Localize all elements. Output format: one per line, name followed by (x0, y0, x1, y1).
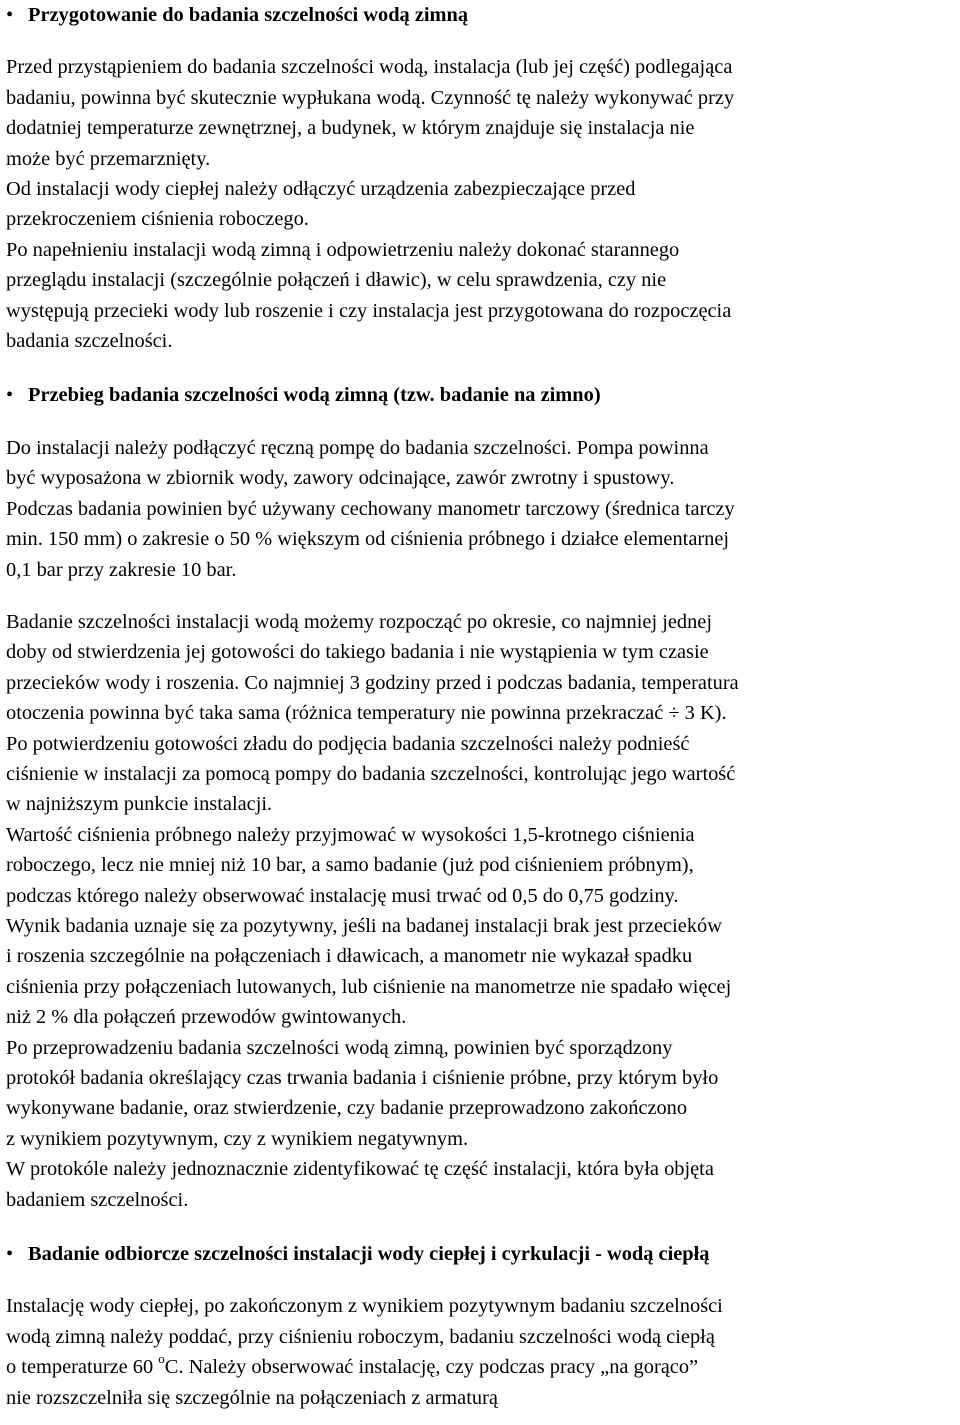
text-line: dodatniej temperaturze zewnętrznej, a budynek, w którym znajduje się instalacja nie (6, 117, 695, 140)
section-heading (6, 380, 956, 410)
text-line: Do instalacji należy podłączyć ręczną pompę do badania szczelności. Pompa powinna (6, 436, 709, 459)
text-line: 0,1 bar przy zakresie 10 bar. (6, 558, 237, 581)
section-title: Przygotowanie do badania szczelności wodą zimną (28, 4, 469, 26)
temperature-suffix: C. Należy obserwować instalację, czy podczas pracy „na gorąco” (164, 1356, 699, 1379)
text-line: ciśnienia przy połączeniach lutowanych, lub ciśnienie na manometrze nie spadało więcej (6, 975, 732, 998)
text-line (6, 1352, 956, 1382)
text-line: Przed przystąpieniem do badania szczelności wodą, instalacja (lub jej część) podlegająca (6, 56, 733, 79)
text-line: z wynikiem pozytywnym, czy z wynikiem negatywnym. (6, 1127, 469, 1150)
text-line: przecieków wody i roszenia. Co najmniej 3 godziny przed i podczas badania, temperatura (6, 671, 739, 694)
text-line: Wartość ciśnienia próbnego należy przyjmować w wysokości 1,5-krotnego ciśnienia (6, 823, 695, 846)
text-line: Po napełnieniu instalacji wodą zimną i odpowietrzeniu należy dokonać starannego (6, 238, 680, 261)
text-line: Podczas badania powinien być używany cechowany manometr tarczowy (średnica tarczy (6, 497, 735, 520)
text-line: badaniu, powinna być skutecznie wypłukana wodą. Czynność tę należy wykonywać przy (6, 86, 735, 109)
text-line: min. 150 mm) o zakresie o 50 % większym od ciśnienia próbnego i działce elementarnej (6, 528, 730, 551)
bullet-marker: • (6, 1243, 14, 1266)
temperature-prefix: o temperaturze 60 (6, 1356, 159, 1379)
section-heading (6, 1239, 956, 1269)
text-line: badaniem szczelności. (6, 1188, 189, 1211)
bullet-marker: • (6, 4, 14, 26)
text-line: protokół badania określający czas trwania badania i ciśnienie próbne, przy którym było (6, 1067, 719, 1089)
text-line: przekroczeniem ciśnienia roboczego. (6, 208, 309, 231)
text-line: ciśnienie w instalacji za pomocą pompy do badania szczelności, kontrolując jego wartość (6, 762, 736, 785)
text-line: podczas którego należy obserwować instalację musi trwać od 0,5 do 0,75 godziny. (6, 884, 679, 907)
text-line: W protokóle należy jednoznacznie zidentyfikować tę część instalacji, która była objęta (6, 1158, 714, 1181)
text-line: przeglądu instalacji (szczególnie połączeń i dławic), w celu sprawdzenia, czy nie (6, 269, 667, 292)
text-line: Od instalacji wody ciepłej należy odłączyć urządzenia zabezpieczające przed (6, 178, 636, 201)
text-line: Instalację wody ciepłej, po zakończonym z wynikiem pozytywnym badaniu szczelności (6, 1295, 723, 1318)
text-line: Wynik badania uznaje się za pozytywny, jeśli na badanej instalacji brak jest przecieków (6, 914, 722, 937)
text-line: Po potwierdzeniu gotowości zładu do podjęcia badania szczelności należy podnieść (6, 732, 690, 755)
text-line: wodą zimną należy poddać, przy ciśnieniu roboczym, badaniu szczelności wodą ciepłą (6, 1325, 715, 1348)
text-line: badania szczelności. (6, 330, 173, 353)
text-line: wykonywane badanie, oraz stwierdzenie, czy badanie przeprowadzono zakończono (6, 1097, 688, 1120)
degree-superscript: o (158, 1351, 165, 1367)
text-line: Badanie szczelności instalacji wodą możemy rozpocząć po okresie, co najmniej jednej (6, 610, 713, 633)
document-page (6, 0, 956, 1413)
text-line: być wyposażona w zbiornik wody, zawory odcinające, zawór zwrotny i spustowy. (6, 467, 675, 490)
text-line: Po przeprowadzeniu badania szczelności wodą zimną, powinien być sporządzony (6, 1036, 673, 1059)
text-line: nie rozszczelniła się szczególnie na połączeniach z armaturą (6, 1386, 498, 1409)
section-heading (6, 0, 956, 30)
section-title: Badanie odbiorcze szczelności instalacji wody ciepłej i cyrkulacji - wodą ciepłą (28, 1243, 710, 1266)
text-line: w najniższym punkcie instalacji. (6, 793, 273, 816)
text-line: doby od stwierdzenia jej gotowości do takiego badania i nie wystąpienia w tym czasie (6, 641, 709, 664)
text-line: może być przemarznięty. (6, 147, 211, 170)
section-title: Przebieg badania szczelności wodą zimną (tzw. badanie na zimno) (28, 384, 601, 407)
text-line: roboczego, lecz nie mniej niż 10 bar, a samo badanie (już pod ciśnieniem próbnym), (6, 854, 694, 877)
text-line: i roszenia szczególnie na połączeniach i dławicach, a manometr nie wykazał spadku (6, 945, 693, 968)
bullet-marker: • (6, 384, 14, 407)
text-line: otoczenia powinna być taka sama (różnica temperatury nie powinna przekraczać ÷ 3 K). (6, 702, 727, 725)
text-line: występują przecieki wody lub roszenie i czy instalacja jest przygotowana do rozpoczęcia (6, 299, 732, 322)
text-line: niż 2 % dla połączeń przewodów gwintowanych. (6, 1006, 407, 1029)
